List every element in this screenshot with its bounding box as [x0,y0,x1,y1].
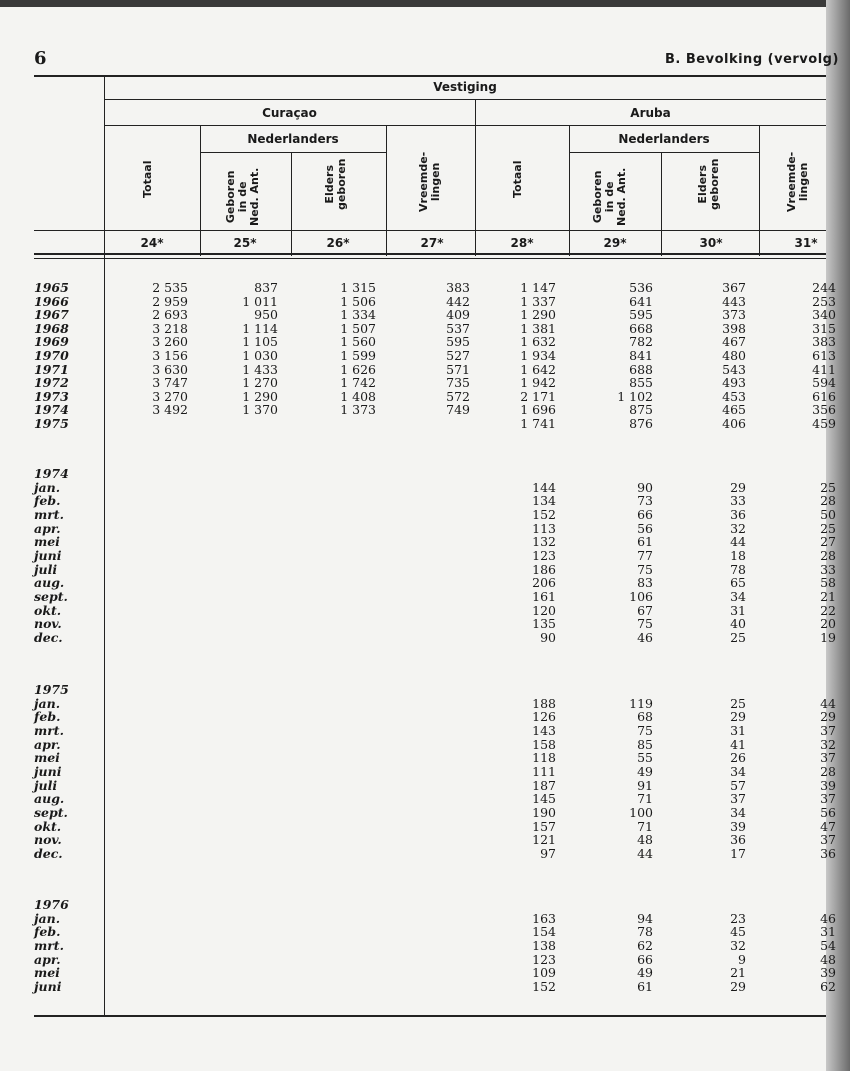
table-cell: 3 492 [152,402,188,418]
table-cell: 1 105 [242,334,278,350]
table-cell: 29 [820,709,836,725]
table-cell: 3 630 [152,361,188,377]
table-cell: 163 [532,910,556,926]
table-cell: 188 [532,695,556,711]
row-label: jan. [34,695,61,711]
table-cell: 595 [446,334,470,350]
table-cell: 154 [532,924,556,940]
table-cell: 782 [629,334,653,350]
table-cell: 1 290 [242,388,278,404]
row-label: apr. [34,736,61,752]
stub-divider [104,76,105,1016]
table-cell: 71 [637,791,653,807]
col-label-elders-curacao: Elders geboren [323,158,348,210]
table-cell: 453 [722,388,746,404]
table-cell: 25 [820,520,836,536]
table-cell: 467 [722,334,746,350]
table-cell: 61 [637,978,653,994]
table-cell: 749 [446,402,470,418]
table-bottom-rule [34,1015,826,1017]
table-cell: 119 [629,695,653,711]
table-cell: 44 [637,845,653,861]
row-label: 1967 [34,307,69,323]
table-cell: 1 102 [617,388,653,404]
table-cell: 3 156 [152,348,188,363]
aruba-ned-rule [569,152,759,153]
table-cell: 18 [730,547,746,563]
table-cell: 1 011 [242,293,278,309]
row-label: 1976 [34,897,69,912]
table-cell: 56 [637,520,653,536]
table-cell: 134 [532,493,556,509]
table-cell: 21 [730,965,746,981]
table-cell: 32 [820,736,836,752]
col-label-totaal-aruba: Totaal [511,160,524,198]
row-label: apr. [34,520,61,536]
table-cell: 1 696 [520,402,556,418]
header-aruba: Aruba [630,106,671,120]
table-cell: 22 [820,602,836,618]
table-cell: 1 507 [340,320,376,336]
table-cell: 1 560 [340,334,376,350]
table-cell: 855 [629,375,653,391]
row-label: jan. [34,910,61,926]
table-cell: 33 [820,561,836,577]
table-cell: 158 [532,736,556,752]
row-label: feb. [34,924,61,940]
table-cell: 527 [446,348,470,363]
table-cell: 668 [629,320,653,336]
table-cell: 54 [820,937,836,953]
table-cell: 1 030 [242,348,278,363]
table-cell: 34 [730,804,746,820]
table-cell: 37 [820,791,836,807]
table-cell: 411 [812,361,836,377]
row-label: juni [34,978,62,994]
table-cell: 543 [722,361,746,377]
table-cell: 161 [532,588,556,604]
table-cell: 91 [637,777,653,793]
table-cell: 572 [446,388,470,404]
row-label: feb. [34,493,61,509]
table-cell: 595 [629,307,653,323]
col-divider-2 [291,152,292,256]
table-cell: 39 [820,777,836,793]
table-top-rule [34,75,826,77]
table-cell: 100 [629,804,653,820]
table-cell: 3 218 [152,320,188,336]
table-cell: 132 [532,534,556,550]
table-cell: 61 [637,534,653,550]
row-label: 1975 [34,682,69,697]
table-cell: 90 [540,629,556,645]
table-cell: 32 [730,520,746,536]
table-cell: 442 [446,293,470,309]
island-rule [104,125,826,126]
row-label: mrt. [34,937,64,953]
table-cell: 58 [820,575,836,591]
row-label: nov. [34,832,62,848]
row-label: mei [34,534,60,550]
row-label: 1970 [34,348,69,363]
table-cell: 1 370 [242,402,278,418]
table-cell: 29 [730,978,746,994]
table-cell: 143 [532,722,556,738]
col-number: 27* [420,236,444,250]
table-cell: 41 [730,736,746,752]
table-cell: 398 [722,320,746,336]
table-cell: 106 [629,588,653,604]
table-cell: 48 [637,832,653,848]
table-cell: 616 [812,388,836,404]
island-divider [475,99,476,256]
table-cell: 27 [820,534,836,550]
label-rule [34,230,826,231]
col-number: 29* [603,236,627,250]
table-cell: 3 260 [152,334,188,350]
table-cell: 68 [637,709,653,725]
row-label: mei [34,965,60,981]
table-cell: 409 [446,307,470,323]
table-cell: 465 [722,402,746,418]
table-cell: 83 [637,575,653,591]
table-cell: 123 [532,547,556,563]
table-cell: 480 [722,348,746,363]
table-cell: 1 270 [242,375,278,391]
table-cell: 1 599 [340,348,376,363]
table-cell: 37 [820,722,836,738]
section-title: B. Bevolking (vervolg) [665,52,839,67]
row-label: dec. [34,845,63,861]
table-cell: 45 [730,924,746,940]
table-cell: 28 [820,493,836,509]
table-cell: 19 [820,629,836,645]
col-number: 25* [233,236,257,250]
table-cell: 1 642 [520,361,556,377]
row-label: juli [34,561,58,577]
row-label: juli [34,777,58,793]
table-cell: 1 742 [340,375,376,391]
table-cell: 62 [820,978,836,994]
table-cell: 3 747 [152,375,188,391]
table-cell: 206 [532,575,556,591]
row-label: 1968 [34,320,69,336]
header-aruba-nederlanders: Nederlanders [618,132,710,146]
table-cell: 28 [820,547,836,563]
table-cell: 876 [629,416,653,431]
table-cell: 126 [532,709,556,725]
table-cell: 47 [820,818,836,834]
table-cell: 152 [532,978,556,994]
table-cell: 356 [812,402,836,418]
row-label: feb. [34,709,61,725]
row-label: mrt. [34,506,64,522]
col-label-vreemdelingen-aruba: Vreemde- lingen [785,151,810,212]
table-cell: 1 942 [520,375,556,391]
table-cell: 1 506 [340,293,376,309]
table-cell: 594 [812,375,836,391]
row-label: okt. [34,602,62,618]
table-cell: 73 [637,493,653,509]
table-cell: 537 [446,320,470,336]
table-cell: 28 [820,763,836,779]
table-cell: 67 [637,602,653,618]
row-label: sept. [34,804,68,820]
table-cell: 1 114 [242,320,278,336]
table-cell: 536 [629,280,653,295]
table-cell: 950 [254,307,278,323]
header-curacao: Curaçao [262,106,317,120]
table-cell: 55 [637,750,653,766]
table-cell: 49 [637,763,653,779]
table-cell: 97 [540,845,556,861]
table-cell: 123 [532,951,556,967]
table-cell: 46 [820,910,836,926]
table-cell: 25 [730,629,746,645]
table-cell: 3 270 [152,388,188,404]
table-cell: 44 [730,534,746,550]
col-label-totaal-curacao: Totaal [141,160,154,198]
table-cell: 2 171 [520,388,556,404]
table-cell: 1 741 [520,416,556,431]
row-label: mrt. [34,722,64,738]
table-cell: 62 [637,937,653,953]
header-vestiging: Vestiging [433,80,497,94]
table-cell: 1 373 [340,402,376,418]
table-cell: 244 [812,280,836,295]
table-cell: 17 [730,845,746,861]
table-cell: 1 934 [520,348,556,363]
row-label: 1973 [34,388,69,404]
table-cell: 75 [637,561,653,577]
table-cell: 34 [730,763,746,779]
table-cell: 33 [730,493,746,509]
row-label: okt. [34,818,62,834]
table-cell: 138 [532,937,556,953]
vestiging-rule [104,99,826,100]
table-cell: 57 [730,777,746,793]
table-cell: 46 [637,629,653,645]
table-cell: 135 [532,616,556,632]
row-label: 1971 [34,361,69,377]
table-cell: 31 [820,924,836,940]
table-cell: 21 [820,588,836,604]
table-cell: 2 959 [152,293,188,309]
table-cell: 77 [637,547,653,563]
table-cell: 406 [722,416,746,431]
table-cell: 688 [629,361,653,377]
row-label: 1975 [34,416,69,431]
col-number: 31* [794,236,818,250]
table-cell: 367 [722,280,746,295]
table-cell: 340 [812,307,836,323]
table-cell: 383 [446,280,470,295]
row-label: jan. [34,479,61,495]
table-cell: 120 [532,602,556,618]
table-cell: 23 [730,910,746,926]
header-bottom-rule [34,253,826,255]
col-number: 24* [140,236,164,250]
row-label: 1969 [34,334,69,350]
table-cell: 459 [812,416,836,431]
table-cell: 2 693 [152,307,188,323]
table-cell: 25 [730,695,746,711]
row-label: 1974 [34,402,69,418]
table-cell: 152 [532,506,556,522]
table-cell: 25 [820,479,836,495]
row-label: sept. [34,588,68,604]
table-cell: 39 [820,965,836,981]
table-cell: 66 [637,506,653,522]
table-cell: 20 [820,616,836,632]
row-label: aug. [34,791,65,807]
table-cell: 78 [730,561,746,577]
table-cell: 31 [730,722,746,738]
table-cell: 157 [532,818,556,834]
table-cell: 1 315 [340,280,376,295]
row-label: 1972 [34,375,69,391]
table-cell: 9 [738,951,746,967]
header-curacao-nederlanders: Nederlanders [247,132,339,146]
table-cell: 111 [532,763,556,779]
row-label: nov. [34,616,62,632]
table-cell: 44 [820,695,836,711]
page-top-edge [0,0,850,7]
table-cell: 32 [730,937,746,953]
table-cell: 613 [812,348,836,363]
table-cell: 109 [532,965,556,981]
table-cell: 1 290 [520,307,556,323]
col-number: 28* [510,236,534,250]
col-label-elders-aruba: Elders geboren [696,158,721,210]
table-cell: 121 [532,832,556,848]
table-cell: 735 [446,375,470,391]
table-cell: 26 [730,750,746,766]
table-cell: 875 [629,402,653,418]
table-cell: 37 [730,791,746,807]
table-cell: 1 147 [520,280,556,295]
table-cell: 190 [532,804,556,820]
col-number: 26* [326,236,350,250]
table-cell: 39 [730,818,746,834]
table-cell: 315 [812,320,836,336]
table-cell: 187 [532,777,556,793]
table-cell: 48 [820,951,836,967]
table-cell: 85 [637,736,653,752]
row-label: 1966 [34,293,69,309]
row-label: 1965 [34,280,69,295]
col-label-vreemdelingen-curacao: Vreemde- lingen [417,151,442,212]
table-cell: 144 [532,479,556,495]
table-cell: 49 [637,965,653,981]
table-cell: 71 [637,818,653,834]
col-label-geboren-curacao: Geboren in de Ned. Ant. [224,167,261,226]
table-cell: 65 [730,575,746,591]
row-label: mei [34,750,60,766]
row-label: apr. [34,951,61,967]
table-cell: 1 337 [520,293,556,309]
table-cell: 1 626 [340,361,376,377]
header-bottom-rule-2 [34,258,826,259]
row-label: 1974 [34,466,69,481]
table-cell: 383 [812,334,836,350]
table-cell: 493 [722,375,746,391]
table-cell: 1 408 [340,388,376,404]
table-cell: 75 [637,722,653,738]
table-cell: 36 [820,845,836,861]
table-cell: 113 [532,520,556,536]
table-cell: 253 [812,293,836,309]
table-cell: 118 [532,750,556,766]
table-cell: 641 [629,293,653,309]
table-cell: 837 [254,280,278,295]
col-divider-5 [661,152,662,256]
table-cell: 78 [637,924,653,940]
table-cell: 75 [637,616,653,632]
row-label: aug. [34,575,65,591]
page-number: 6 [34,48,47,69]
table-cell: 1 334 [340,307,376,323]
table-cell: 1 433 [242,361,278,377]
table-cell: 31 [730,602,746,618]
row-label: juni [34,763,62,779]
row-label: juni [34,547,62,563]
table-cell: 2 535 [152,280,188,295]
row-label: dec. [34,629,63,645]
table-cell: 90 [637,479,653,495]
table-cell: 50 [820,506,836,522]
col-number: 30* [699,236,723,250]
table-cell: 36 [730,506,746,522]
col-label-geboren-aruba: Geboren in de Ned. Ant. [591,167,628,226]
col-divider-3 [386,125,387,256]
table-cell: 1 632 [520,334,556,350]
table-cell: 40 [730,616,746,632]
table-cell: 571 [446,361,470,377]
table-cell: 1 381 [520,320,556,336]
table-cell: 841 [629,348,653,363]
table-cell: 145 [532,791,556,807]
table-cell: 37 [820,832,836,848]
table-cell: 36 [730,832,746,848]
table-cell: 94 [637,910,653,926]
curacao-ned-rule [200,152,386,153]
table-cell: 34 [730,588,746,604]
table-cell: 56 [820,804,836,820]
table-cell: 443 [722,293,746,309]
table-cell: 186 [532,561,556,577]
table-cell: 37 [820,750,836,766]
table-cell: 66 [637,951,653,967]
table-cell: 373 [722,307,746,323]
table-cell: 29 [730,709,746,725]
table-cell: 29 [730,479,746,495]
col-divider-6 [759,125,760,256]
